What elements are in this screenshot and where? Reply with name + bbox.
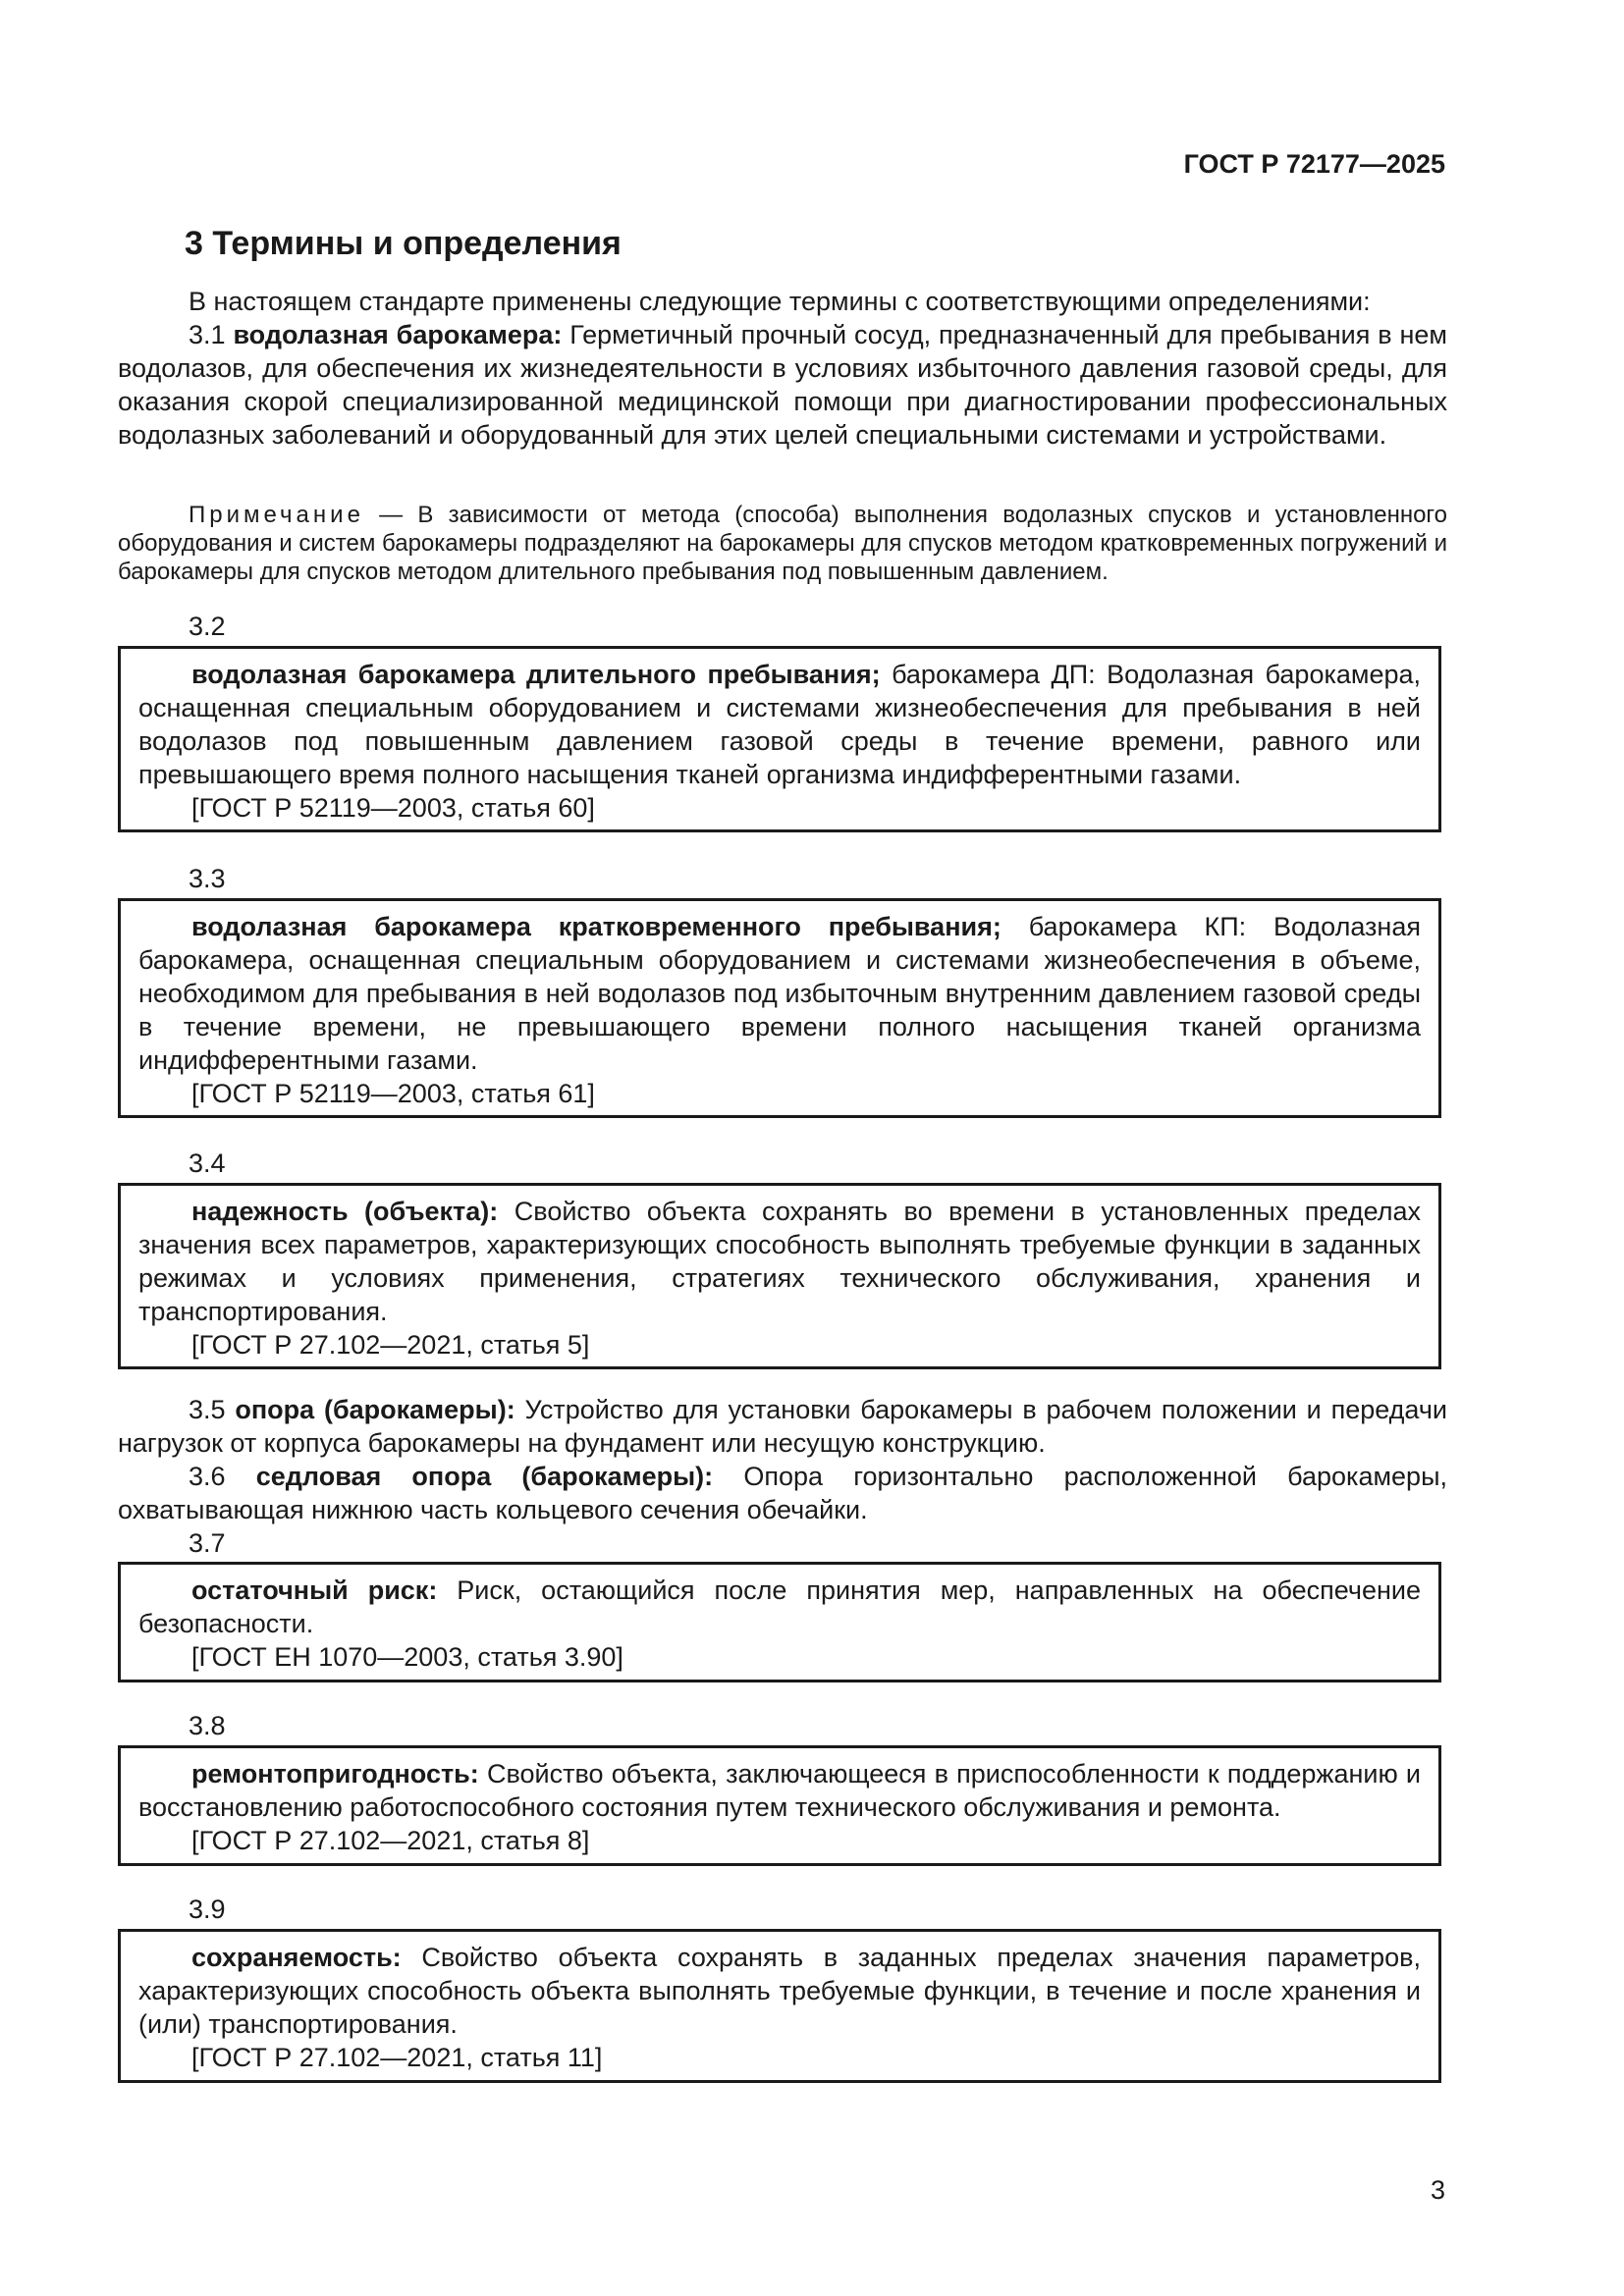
term-definition [138,1941,1421,2041]
term-source: [ГОСТ Р 27.102—2021, статья 11] [191,2043,603,2072]
term-definition [138,910,1421,1077]
term-source: [ГОСТ Р 52119—2003, статья 60] [191,793,595,823]
term-source: [ГОСТ Р 27.102—2021, статья 8] [191,1826,590,1855]
term-number: 3.3 [189,864,226,893]
term-definition [138,1757,1421,1824]
term-name: водолазная барокамера кратковременного пребывания; [191,912,1001,941]
term-number: 3.6 [189,1462,226,1491]
term-box-3-3 [118,898,1441,1118]
term-box-3-7 [118,1562,1441,1682]
term-name: водолазная барокамера длительного пребывания; [191,660,881,689]
term-number: 3.4 [189,1148,226,1178]
term-source: [ГОСТ Р 27.102—2021, статья 5] [191,1330,590,1360]
term-text: Риск, остающийся после принятия мер, направленных на обеспечение безопасности. [138,1575,1421,1638]
term-box-3-9 [118,1929,1441,2083]
term-3-6-paragraph [118,1460,1447,1526]
terms-3-5-3-6-block [118,1393,1447,1526]
term-text: барокамера КП: Водолазная барокамера, оснащенная специальным оборудованием и системами жизнеобеспечения в объеме, необходимом для пребывания в ней водолазов под избыточным внутренним давлением газовой среды в течение времени, не превышающего времени полного насыщения тканей организма индифферентными газами. [138,912,1421,1075]
term-3-5-paragraph [118,1393,1447,1460]
term-number: 3.8 [189,1711,226,1740]
term-text: Свойство объекта, заключающееся в приспособленности к поддержанию и восстановлению работоспособного состояния путем технического обслуживания и ремонта. [138,1759,1421,1822]
term-definition [138,658,1421,791]
term-definition: Опора горизонтально расположенной барокамеры, охватывающая нижнюю часть кольцевого сечения обечайки. [118,1462,1447,1524]
term-3-1-paragraph [118,318,1447,452]
term-source: [ГОСТ ЕН 1070—2003, статья 3.90] [191,1642,623,1672]
note-label: Примечание [189,502,364,528]
intro-paragraph: В настоящем стандарте применены следующие термины с соответствующими определениями: [189,287,1371,316]
term-source: [ГОСТ Р 52119—2003, статья 61] [191,1079,595,1108]
note-paragraph [118,501,1447,586]
term-box-3-2 [118,646,1441,832]
term-name: надежность (объекта): [191,1197,499,1226]
term-number: 3.5 [189,1395,226,1424]
term-box-3-4 [118,1183,1441,1369]
term-number: 3.2 [189,612,226,641]
term-text: барокамера ДП: Водолазная барокамера, оснащенная специальным оборудованием и системами жизнеобеспечения для пребывания в ней водолазов под повышенным давлением газовой среды в течение времени, равного или превышающего время полного насыщения тканей организма индифферентными газами. [138,660,1421,789]
section-title: 3 Термины и определения [185,225,622,262]
term-number: 3.7 [189,1528,226,1558]
term-definition [138,1195,1421,1328]
term-text: Свойство объекта сохранять в заданных пределах значения параметров, характеризующих способность объекта выполнять требуемые функции, в течение и после хранения и (или) транспортирования. [138,1943,1421,2039]
document-id-header: ГОСТ Р 72177—2025 [1183,149,1445,179]
term-name: опора (барокамеры): [235,1395,515,1424]
term-definition: Герметичный прочный сосуд, предназначенный для пребывания в нем водолазов, для обеспечения их жизнедеятельности в условиях избыточного давления газовой среды, для оказания скорой специализированной медицинской помощи при диагностировании профессиональных водолазных заболеваний и оборудованный для этих целей специальными системами и устройствами. [118,320,1447,450]
term-number: 3.9 [189,1895,226,1924]
term-name: сохраняемость: [191,1943,402,1972]
intro-block [118,285,1447,452]
term-name: водолазная барокамера: [233,320,563,349]
term-box-3-8 [118,1745,1441,1866]
term-name: седловая опора (барокамеры): [255,1462,714,1491]
term-definition: Устройство для установки барокамеры в рабочем положении и передачи нагрузок от корпуса барокамеры на фундамент или несущую конструкцию. [118,1395,1447,1458]
note-text: — В зависимости от метода (способа) выполнения водолазных спусков и установленного оборудования и систем барокамеры подразделяют на барокамеры для спусков методом кратковременных погружений и барокамеры для спусков методом длительного пребывания под повышенным давлением. [118,502,1447,585]
term-name: остаточный риск: [191,1575,438,1605]
page-number: 3 [1430,2175,1445,2205]
term-definition [138,1574,1421,1640]
term-name: ремонтопригодность: [191,1759,479,1789]
term-number: 3.1 [189,320,226,349]
term-text: Свойство объекта сохранять во времени в установленных пределах значения всех параметров, характеризующих способность выполнять требуемые функции в заданных режимах и условиях применения, стратегиях технического обслуживания, хранения и транспортирования. [138,1197,1421,1326]
